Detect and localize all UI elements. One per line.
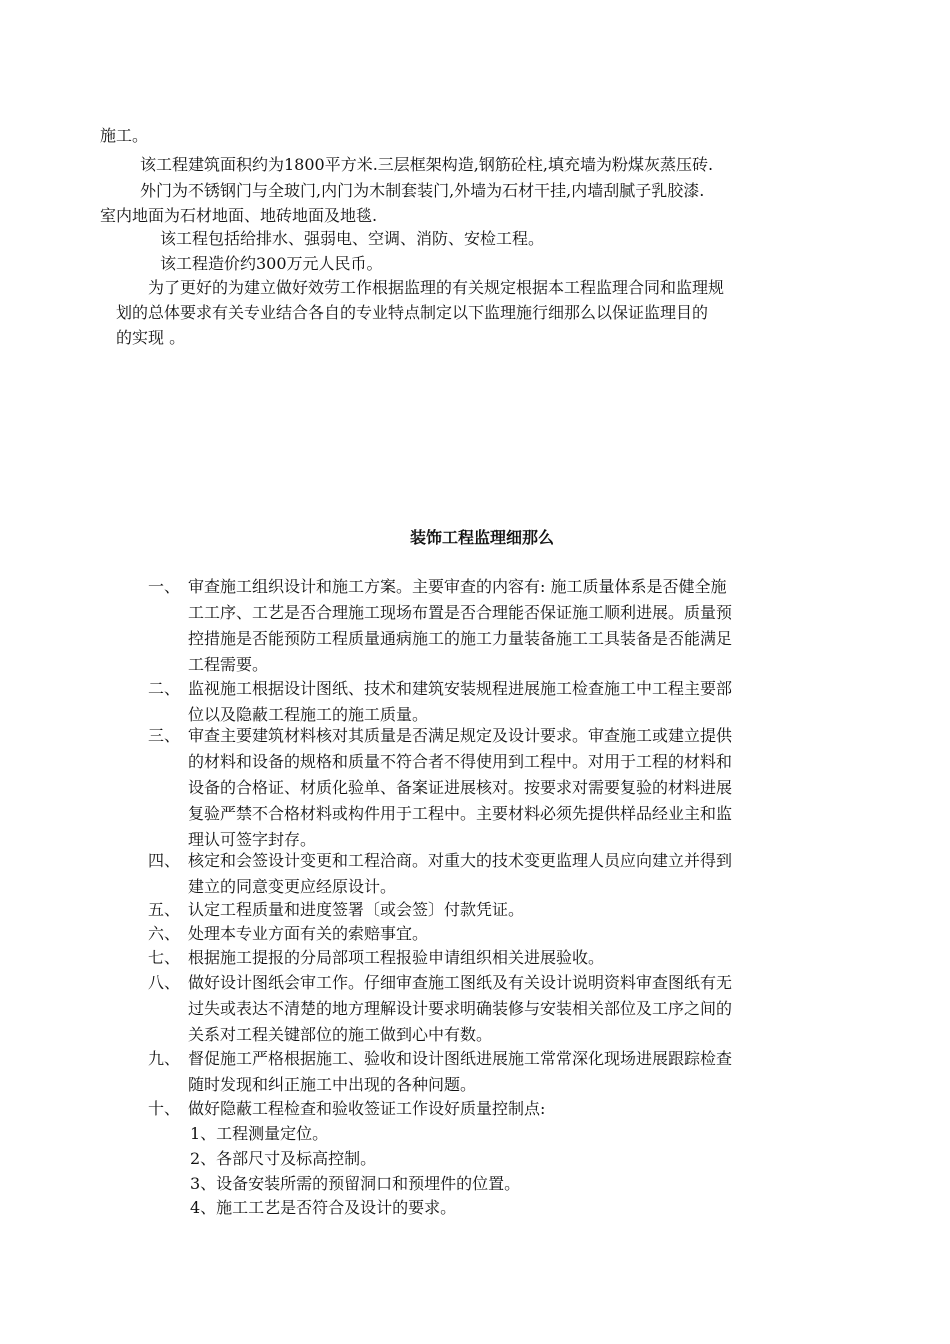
sub-list-item: 1、工程测量定位。 — [190, 1124, 329, 1143]
list-item-line: 理认可签字封存。 — [188, 830, 317, 849]
list-item-line: 关系对工程关键部位的施工做到心中有数。 — [188, 1025, 493, 1044]
list-item-line: 的材料和设备的规格和质量不符合者不得使用到工程中。对用于工程的材料和 — [188, 752, 733, 771]
list-item-line: 认定工程质量和进度签署〔或会签〕付款凭证。 — [188, 900, 525, 919]
intro-line: 该工程造价约300万元人民币。 — [160, 254, 383, 273]
sub-list-item: 3、设备安装所需的预留洞口和预埋件的位置。 — [190, 1174, 521, 1193]
list-item-line: 核定和会签设计变更和工程洽商。对重大的技术变更监理人员应向建立并得到 — [188, 851, 733, 870]
list-item-line: 控措施是否能预防工程质量通病施工的施工力量装备施工工具装备是否能满足 — [188, 629, 733, 648]
list-item-line: 工工序、工艺是否合理施工现场布置是否合理能否保证施工顺利进展。质量预 — [188, 603, 733, 622]
list-item-line: 随时发现和纠正施工中出现的各种问题。 — [188, 1075, 477, 1094]
list-item-number: 十、 — [148, 1099, 181, 1118]
section-title: 装饰工程监理细那么 — [410, 528, 555, 547]
list-item-line: 工程需要。 — [188, 655, 269, 674]
list-item-number: 九、 — [148, 1049, 181, 1068]
list-item-line: 建立的同意变更应经原设计。 — [188, 877, 397, 896]
intro-line: 室内地面为石材地面、地砖地面及地毯. — [100, 206, 378, 225]
intro-line: 该工程包括给排水、强弱电、空调、消防、安检工程。 — [160, 229, 545, 248]
list-item-number: 六、 — [148, 924, 181, 943]
list-item-number: 五、 — [148, 900, 181, 919]
intro-line: 为了更好的为建立做好效劳工作根据监理的有关规定根据本工程监理合同和监理规 — [148, 278, 725, 297]
list-item-line: 审查主要建筑材料核对其质量是否满足规定及设计要求。审查施工或建立提供 — [188, 726, 733, 745]
sub-list-item: 4、施工工艺是否符合及设计的要求。 — [190, 1198, 457, 1217]
intro-line: 外门为不锈钢门与全玻门,内门为木制套装门,外墙为石材干挂,内墙刮腻子乳胶漆. — [140, 181, 705, 200]
intro-line: 的实现 。 — [116, 328, 186, 347]
list-item-line: 处理本专业方面有关的索赔事宜。 — [188, 924, 429, 943]
intro-line: 划的总体要求有关专业结合各自的专业特点制定以下监理施行细那么以保证监理目的 — [116, 303, 709, 322]
list-item-number: 一、 — [148, 577, 181, 596]
list-item-number: 八、 — [148, 973, 181, 992]
list-item-line: 审查施工组织设计和施工方案。主要审查的内容有: 施工质量体系是否健全施 — [188, 577, 727, 596]
list-item-line: 根据施工提报的分局部项工程报验申请组织相关进展验收。 — [188, 948, 605, 967]
list-item-number: 四、 — [148, 851, 181, 870]
list-item-line: 做好设计图纸会审工作。仔细审查施工图纸及有关设计说明资料审查图纸有无 — [188, 973, 733, 992]
list-item-line: 过失或表达不清楚的地方理解设计要求明确装修与安装相关部位及工序之间的 — [188, 999, 733, 1018]
list-item-line: 做好隐蔽工程检查和验收签证工作设好质量控制点: — [188, 1099, 546, 1118]
list-item-number: 七、 — [148, 948, 181, 967]
list-item-line: 位以及隐蔽工程施工的施工质量。 — [188, 705, 429, 724]
intro-line: 该工程建筑面积约为1800平方米.三层框架构造,钢筋砼柱,填充墙为粉煤灰蒸压砖. — [140, 155, 714, 174]
intro-line: 施工。 — [100, 126, 149, 145]
sub-list-item: 2、各部尺寸及标高控制。 — [190, 1149, 377, 1168]
list-item-number: 三、 — [148, 726, 181, 745]
list-item-line: 监视施工根据设计图纸、技术和建筑安装规程进展施工检查施工中工程主要部 — [188, 679, 733, 698]
list-item-line: 设备的合格证、材质化验单、备案证进展核对。按要求对需要复验的材料进展 — [188, 778, 733, 797]
list-item-line: 复验严禁不合格材料或构件用于工程中。主要材料必须先提供样品经业主和监 — [188, 804, 733, 823]
list-item-number: 二、 — [148, 679, 181, 698]
list-item-line: 督促施工严格根据施工、验收和设计图纸进展施工常常深化现场进展跟踪检查 — [188, 1049, 733, 1068]
